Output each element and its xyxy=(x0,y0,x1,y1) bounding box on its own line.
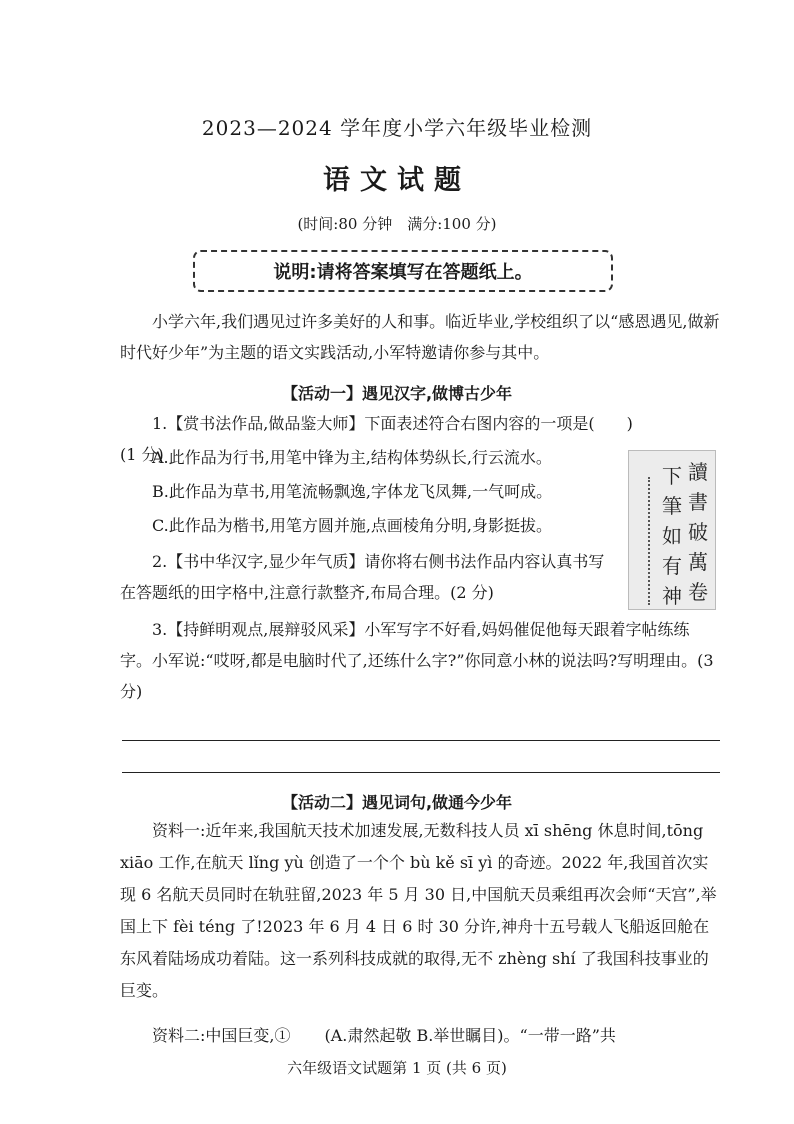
question-1: 1.【赏书法作品,做品鉴大师】下面表述符合右图内容的一项是( )(1 分) xyxy=(120,414,633,464)
exam-title: 2023—2024 学年度小学六年级毕业检测 xyxy=(201,116,593,140)
option-a: A.此作品为行书,用笔中锋为主,结构体势纵长,行云流水。 xyxy=(152,448,552,467)
material-2-end: (A.肃然起敬 B.举世瞩目)。“一带一路”共 xyxy=(324,1026,616,1045)
answer-line-2 xyxy=(122,772,720,773)
subject-title: 语文试题 xyxy=(323,165,471,196)
calligraphy-left-column: 下筆如有神 xyxy=(662,464,682,608)
calligraphy-inscription xyxy=(648,477,660,605)
answer-line-1 xyxy=(122,740,720,741)
instruction-text: 说明:请将答案填写在答题纸上。 xyxy=(273,262,533,283)
material-1: 资料一:近年来,我国航天技术加速发展,无数科技人员 xī shēng 休息时间,tōng xiāo 工作,在航天 lǐng yù 创造了一个个 bù kě sī yì 的奇迹。2022 年,我国首次实现 6 名航天员同时在轨驻留,2023 年 5 月 30 日,中国航天员乘组再次会师“天宫”,举国上下 fèi téng 了!2023 年 6 月 4 日 6 时 30 分许,神舟十五号载人飞船返回舱在东风着陆场成功着陆。这一系列科技成就的取得,无不 zhèng shí 了我国科技事业的巨变。 xyxy=(120,821,717,1000)
question-2: 2.【书中华汉字,显少年气质】请你将右侧书法作品内容认真书写在答题纸的田字格中,注意行款整齐,布局合理。(2 分) xyxy=(120,552,605,602)
activity1-heading: 【活动一】遇见汉字,做博古少年 xyxy=(281,384,513,403)
intro-paragraph: 小学六年,我们遇见过许多美好的人和事。临近毕业,学校组织了以“感恩遇见,做新时代好少年”为主题的语文实践活动,小军特邀请你参与其中。 xyxy=(120,312,720,362)
page-footer: 六年级语文试题第 1 页 (共 6 页) xyxy=(287,1059,507,1077)
calligraphy-artwork xyxy=(628,450,716,610)
material-2-start: 资料二:中国巨变,① xyxy=(152,1026,291,1045)
option-b: B.此作品为草书,用笔流畅飘逸,字体龙飞凤舞,一气呵成。 xyxy=(152,482,553,501)
instruction-box xyxy=(193,250,613,292)
calligraphy-right-column: 讀書破萬卷 xyxy=(688,460,708,604)
activity2-heading: 【活动二】遇见词句,做通今少年 xyxy=(281,793,513,812)
exam-meta: (时间:80 分钟 满分:100 分) xyxy=(297,215,497,233)
option-c: C.此作品为楷书,用笔方圆并施,点画棱角分明,身影挺拔。 xyxy=(152,516,553,535)
question-3: 3.【持鲜明观点,展辩驳风采】小军写字不好看,妈妈催促他每天跟着字帖练练字。小军说:“哎呀,都是电脑时代了,还练什么字?”你同意小林的说法吗?写明理由。(3 分) xyxy=(120,620,714,701)
material-2 xyxy=(120,1020,720,1051)
